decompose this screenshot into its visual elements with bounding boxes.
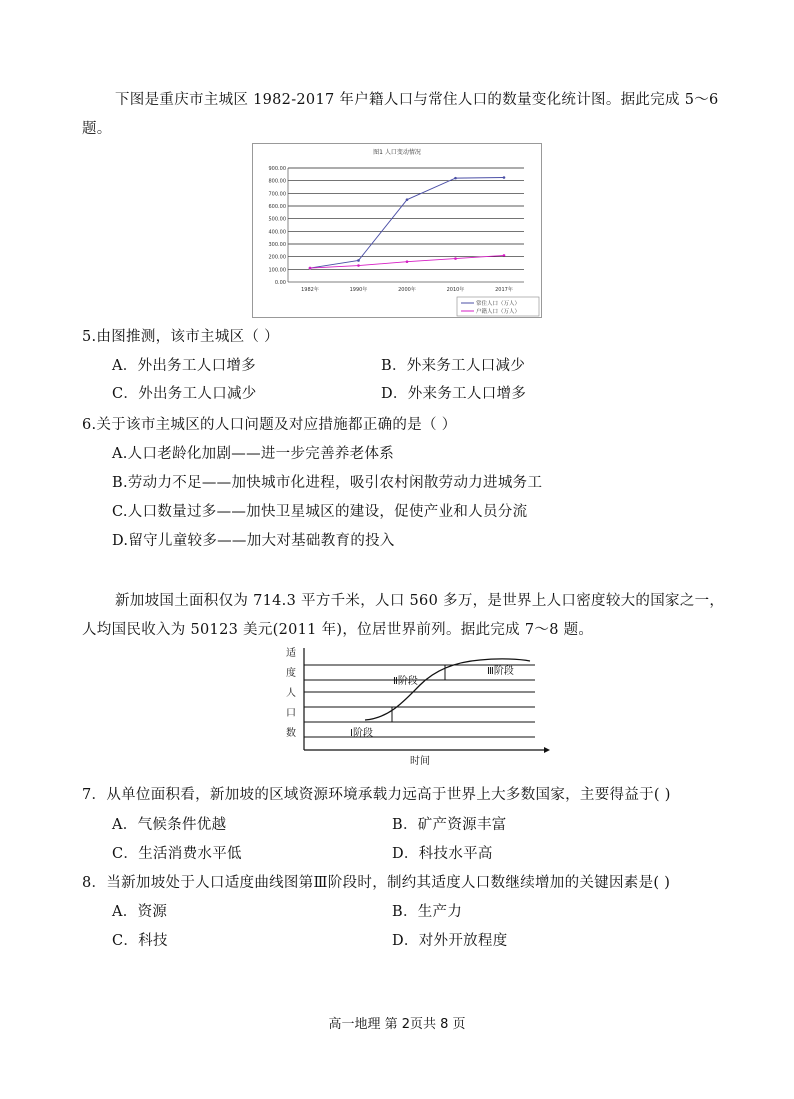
intro-text-line: 人均国民收入为 50123 美元(2011 年)，位居世界前列。据此完成 7～8 题。 [82, 622, 594, 638]
stage-2-label: Ⅱ阶段 [393, 676, 418, 687]
q6-option-b: B.劳动力不足——加快城市化进程，吸引农村闲散劳动力进城务工 [112, 475, 543, 491]
intro-text-line: 新加坡国土面积仅为 714.3 平方千米，人口 560 多万，是世界上人口密度较大的国家之一， [115, 593, 725, 609]
y-tick-label: 400.00 [268, 229, 286, 236]
y-tick-label: 500.00 [268, 216, 286, 223]
q8-option-b: B．生产力 [392, 904, 463, 920]
x-tick-label: 1982年 [301, 287, 319, 293]
q8-option-a: A．资源 [112, 904, 168, 920]
question-5-stem: 5.由图推测，该市主城区（ ） [82, 329, 279, 345]
intro-text-line: 下图是重庆市主城区 1982-2017 年户籍人口与常住人口的数量变化统计图。据此完成 5～6 [115, 92, 719, 108]
y-tick-label: 0.00 [274, 280, 286, 286]
x-tick-label: 2010年 [446, 287, 465, 293]
data-point [454, 257, 457, 260]
y-tick-label: 800.00 [268, 178, 286, 185]
stage-1-label: Ⅰ阶段 [350, 728, 373, 739]
y-tick-label: 300.00 [268, 242, 286, 248]
q6-option-d: D.留守儿童较多——加大对基础教育的投入 [112, 533, 395, 549]
x-tick-label: 1990年 [349, 287, 368, 293]
y-tick-label: 100.00 [268, 267, 286, 274]
legend-label-resident: 常住人口（万人） [476, 301, 521, 307]
q5-option-b: B．外来务工人口减少 [381, 358, 526, 374]
data-point [357, 264, 360, 267]
q7-option-d: D．科技水平高 [392, 846, 493, 862]
data-point [454, 177, 457, 180]
optimal-population-curve-chart [280, 640, 550, 770]
q7-option-a: A．气候条件优越 [112, 817, 227, 833]
x-axis-label: 时间 [410, 756, 430, 767]
question-6-stem: 6.关于该市主城区的人口问题及对应措施都正确的是（ ） [82, 417, 457, 433]
y-tick-label: 900.00 [268, 166, 286, 172]
q5-option-d: D．外来务工人口增多 [381, 386, 527, 402]
data-point [406, 198, 409, 201]
q8-option-d: D．对外开放程度 [392, 933, 508, 949]
page-footer: 高一地理 第 2页共 8 页 [328, 1017, 466, 1032]
x-tick-label: 2017年 [495, 287, 513, 293]
y-tick-label: 600.00 [268, 204, 286, 210]
y-axis-label: 适度人口数 [286, 648, 296, 739]
x-tick-label: 2000年 [398, 287, 416, 293]
data-point [503, 176, 506, 179]
legend-label-registered: 户籍人口（万人） [476, 309, 521, 315]
q8-option-c: C．科技 [112, 933, 168, 949]
data-point [406, 260, 409, 263]
x-axis-arrow [544, 747, 550, 753]
q5-option-c: C．外出务工人口减少 [112, 386, 257, 402]
data-point [503, 254, 506, 257]
y-tick-label: 200.00 [268, 254, 286, 261]
chart-legend [457, 297, 539, 316]
data-point [357, 259, 360, 262]
stage-3-label: Ⅲ阶段 [487, 666, 514, 677]
data-point [309, 267, 312, 270]
q6-option-a: A.人口老龄化加剧——进一步完善养老体系 [112, 446, 395, 462]
intro-text-line: 题。 [82, 121, 112, 137]
population-line-chart [252, 143, 542, 318]
question-7-stem: 7．从单位面积看，新加坡的区域资源环境承载力远高于世界上大多数国家，主要得益于( ) [82, 787, 671, 803]
q5-option-a: A．外出务工人口增多 [112, 358, 256, 374]
y-tick-label: 700.00 [268, 191, 286, 198]
question-8-stem: 8．当新加坡处于人口适度曲线图第Ⅲ阶段时，制约其适度人口数继续增加的关键因素是( ) [82, 875, 671, 891]
chart-title: 图1 人口变动情况 [373, 149, 421, 156]
q7-option-c: C．生活消费水平低 [112, 846, 242, 862]
q7-option-b: B．矿产资源丰富 [392, 817, 507, 833]
q6-option-c: C.人口数量过多——加快卫星城区的建设，促使产业和人员分流 [112, 504, 528, 520]
